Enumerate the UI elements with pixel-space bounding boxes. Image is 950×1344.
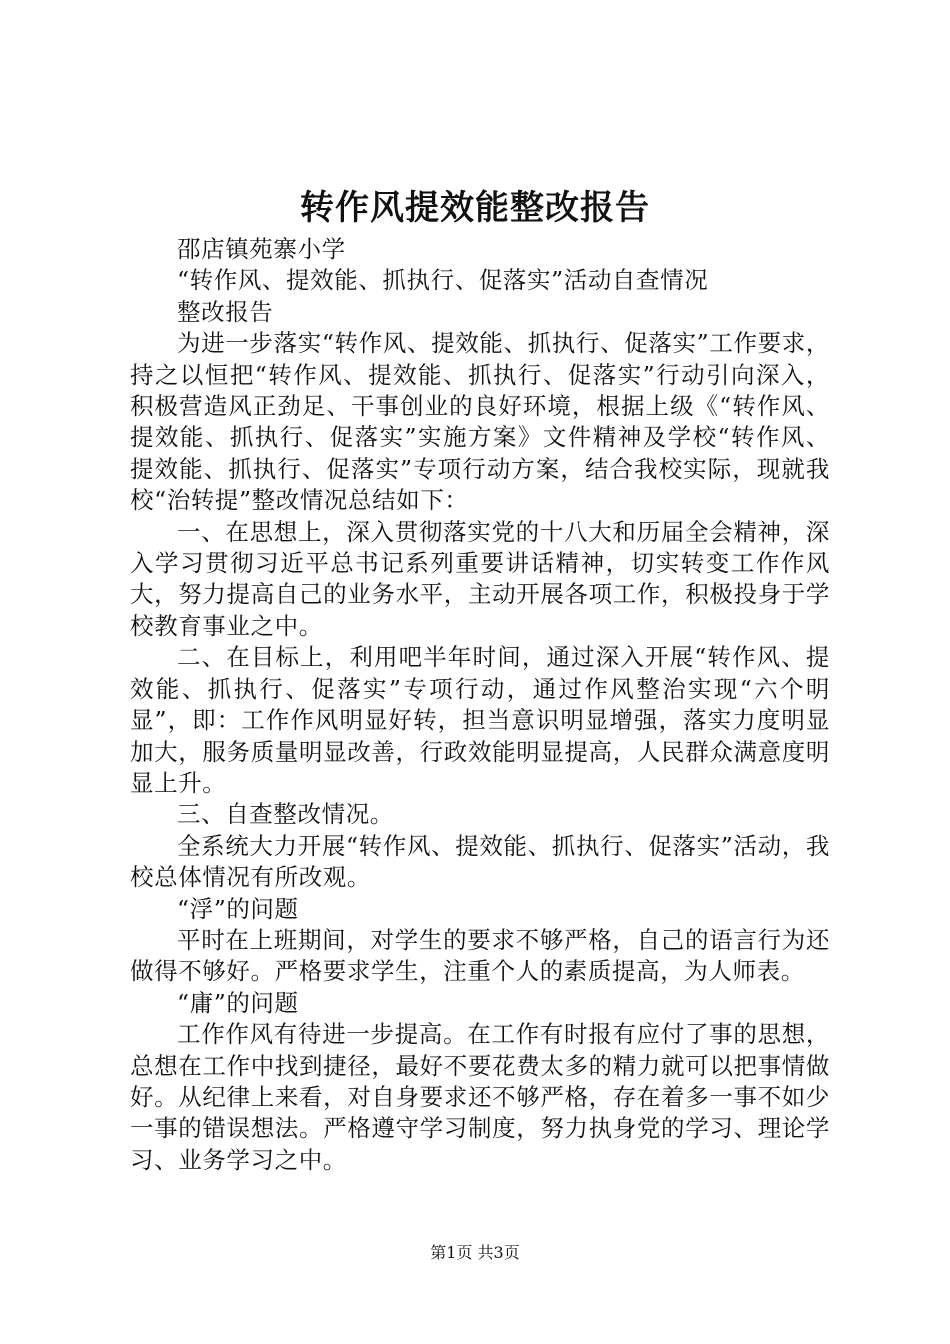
issue-fu-paragraph: 平时在上班期间，对学生的要求不够严格，自己的语言行为还做得不够好。严格要求学生，注重个人的素质提高，为人师表。 — [130, 925, 830, 986]
school-name: 邵店镇苑寨小学 — [177, 235, 346, 263]
issue-yong-heading: “庸”的问题 — [177, 988, 299, 1017]
section-one-paragraph: 一、在思想上，深入贯彻落实党的十八大和历届全会精神，深入学习贯彻习近平总书记系列重要讲话精神，切实转变工作作风大，努力提高自己的业务水平，主动开展各项工作，积极投身于学校教育事业之中。 — [130, 517, 830, 640]
document-body — [130, 234, 830, 1176]
overview-paragraph: 全系统大力开展“转作风、提效能、抓执行、促落实”活动，我校总体情况有所改观。 — [130, 831, 830, 892]
section-two-paragraph: 二、在目标上，利用吧半年时间，通过深入开展“转作风、提效能、抓执行、促落实”专项行动，通过作风整治实现“六个明显”，即：工作作风明显好转，担当意识明显增强，落实力度明显加大，服务质量明显改善，行政效能明显提高，人民群众满意度明显上升。 — [130, 643, 830, 797]
issue-fu-heading: “浮”的问题 — [177, 894, 299, 923]
intro-paragraph: 为进一步落实“转作风、提效能、抓执行、促落实”工作要求，持之以恒把“转作风、提效能、抓执行、促落实”行动引向深入，积极营造风正劲足、干事创业的良好环境，根据上级《“转作风、提效能、抓执行、促落实”实施方案》文件精神及学校“转作风、提效能、抓执行、促落实”专项行动方案，结合我校实际，现就我校“治转提”整改情况总结如下： — [130, 329, 830, 515]
document-title: 转作风提效能整改报告 — [300, 188, 650, 228]
subtitle-report: 整改报告 — [177, 297, 274, 326]
page-indicator: 第1页 共3页 — [430, 1243, 520, 1262]
issue-yong-paragraph: 工作作风有待进一步提高。在工作有时报有应付了事的思想，总想在工作中找到捷径，最好不要花费太多的精力就可以把事情做好。从纪律上来看，对自身要求还不够严格，存在着多一事不如少一事的错误想法。严格遵守学习制度，努力执身党的学习、理论学习、业务学习之中。 — [130, 1020, 830, 1174]
section-three-heading: 三、自查整改情况。 — [177, 800, 394, 829]
subtitle-line: “转作风、提效能、抓执行、促落实”活动自查情况 — [177, 266, 709, 295]
